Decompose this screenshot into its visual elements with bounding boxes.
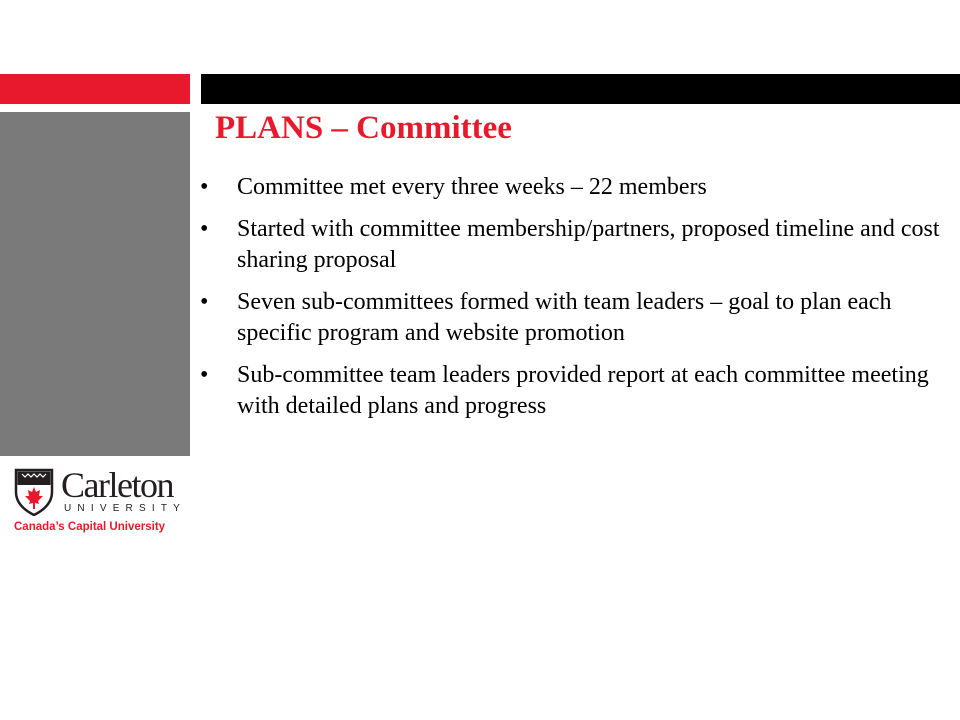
bullet-item [200, 172, 940, 203]
bullet-text: Committee met every three weeks – 22 members [237, 174, 707, 200]
bullet-list [200, 172, 940, 433]
logo-tagline: Canada’s Capital University [14, 521, 166, 533]
bullet-text: Seven sub-committees formed with team leaders – goal to plan each specific program and website promotion [237, 289, 892, 346]
slide-title: PLANS – Committee [215, 110, 512, 146]
bullet-dot: • [200, 362, 209, 388]
logo-wordmark: Carleton [61, 465, 173, 505]
shield-icon [14, 468, 54, 516]
bullet-item [200, 360, 940, 422]
bullet-dot: • [200, 289, 209, 315]
bullet-dot: • [200, 216, 209, 242]
bullet-dot: • [200, 174, 209, 200]
bullet-text: Sub-committee team leaders provided report at each committee meeting with detailed plans and progress [237, 362, 929, 419]
logo-subtitle: UNIVERSITY [64, 503, 187, 514]
gray-side-panel [0, 112, 190, 456]
carleton-logo [14, 466, 194, 538]
black-header-bar [201, 74, 960, 104]
red-header-bar [0, 74, 190, 104]
bullet-text: Started with committee membership/partners, proposed timeline and cost sharing proposal [237, 216, 940, 273]
bullet-item [200, 214, 940, 276]
bullet-item [200, 287, 940, 349]
